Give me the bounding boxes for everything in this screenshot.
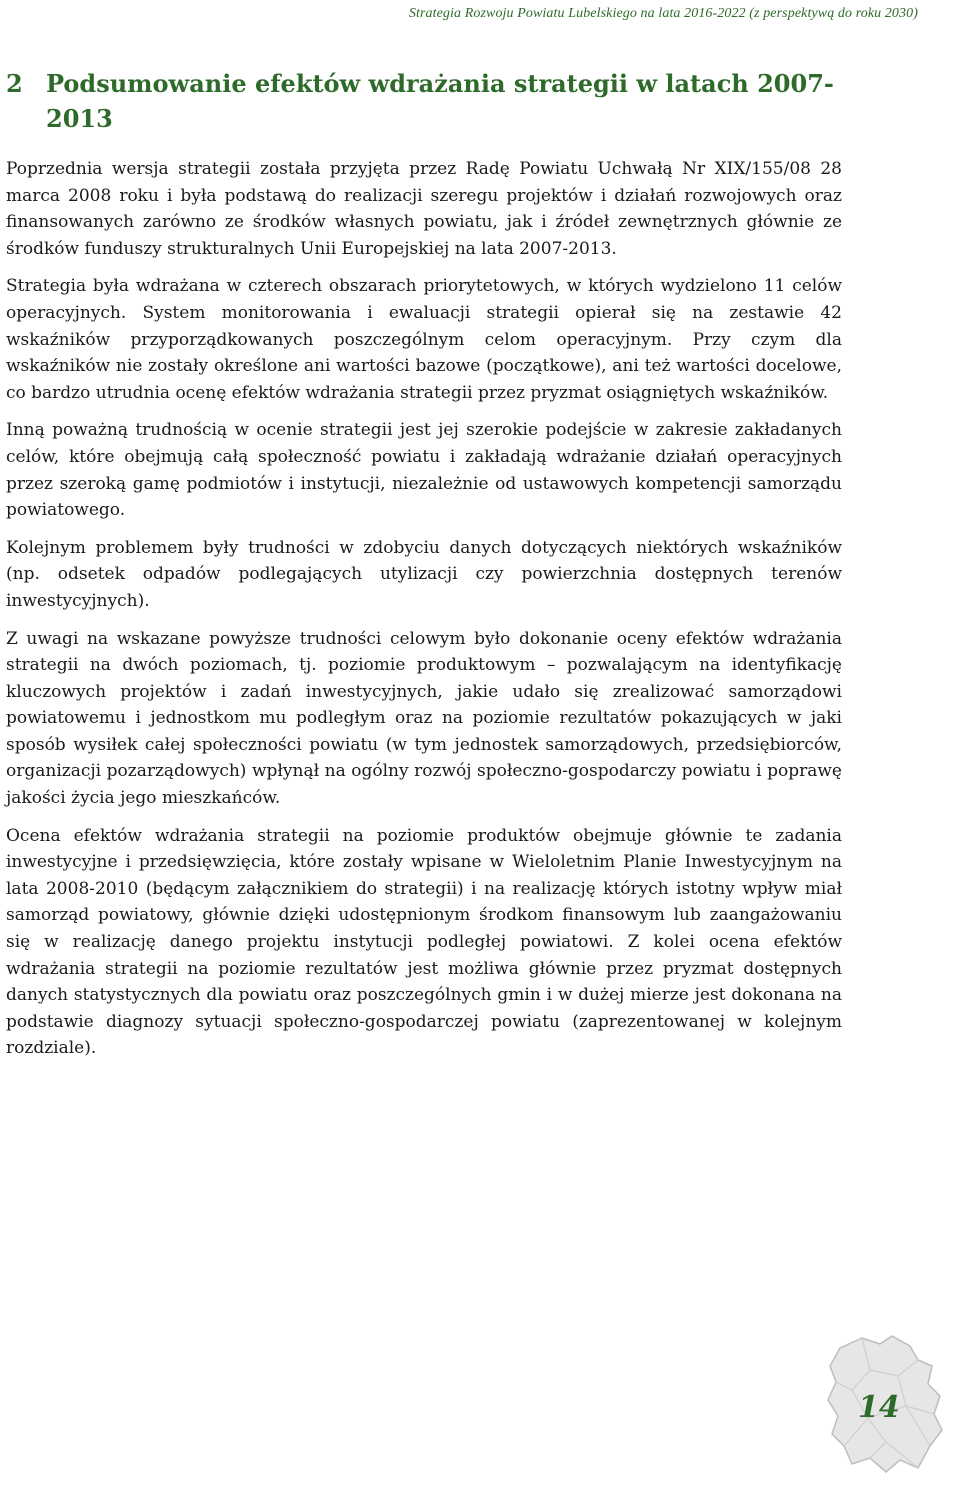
paragraph-6: Ocena efektów wdrażania strategii na poziomie produktów obejmuje głównie te zadania inwestycyjne i przedsięwzięcia, które zostały wpisane w Wieloletnim Planie Inwestycyjnym na lata 2008-2010 (będącym załącznikiem do strategii) i na realizację których istotny wpływ miał samorząd powiatowy, głównie dzięki udostępnionym środkom finansowym lub zaangażowaniu się w realizację danego projektu instytucji podległej powiatowi. Z kolei ocena efektów wdrażania strategii na poziomie rezultatów jest możliwa głównie przez pryzmat dostępnych danych statystycznych dla powiatu oraz poszczególnych gmin i w dużej mierze jest dokonana na podstawie diagnozy sytuacji społeczno-gospodarczej powiatu (zaprezentowanej w kolejnym rozdziale). — [6, 825, 842, 1059]
paragraph-3: Inną poważną trudnością w ocenie strategii jest jej szerokie podejście w zakresie zakładanych celów, które obejmują całą społeczność powiatu i zakładają wdrażanie działań operacyjnych przez szeroką gamę podmiotów i instytucji, niezależnie od ustawowych kompetencji samorządu powiatowego. — [6, 420, 842, 521]
running-header: Strategia Rozwoju Powiatu Lubelskiego na lata 2016-2022 (z perspektywą do roku 2030) — [408, 6, 918, 21]
section-heading — [6, 66, 842, 136]
page-content — [6, 66, 842, 1073]
page-badge — [822, 1330, 952, 1480]
paragraph-4: Kolejnym problemem były trudności w zdobyciu danych dotyczących niektórych wskaźników (np. odsetek odpadów podlegających utylizacji czy powierzchnia dostępnych terenów inwestycyjnych). — [6, 537, 842, 611]
paragraph-2: Strategia była wdrażana w czterech obszarach priorytetowych, w których wydzielono 11 celów operacyjnych. System monitorowania i ewaluacji strategii opierał się na zestawie 42 wskaźników przyporządkowanych poszczególnym celom operacyjnym. Przy czym dla wskaźników nie zostały określone ani wartości bazowe (początkowe), ani też wartości docelowe, co bardzo utrudnia ocenę efektów wdrażania strategii przez pryzmat osiągniętych wskaźników. — [6, 276, 842, 403]
section-title: Podsumowanie efektów wdrażania strategii w latach 2007-2013 — [46, 69, 834, 133]
paragraph-5: Z uwagi na wskazane powyższe trudności celowym było dokonanie oceny efektów wdrażania strategii na dwóch poziomach, tj. poziomie produktowym – pozwalającym na identyfikację kluczowych projektów i zadań inwestycyjnych, jakie udało się zrealizować samorządowi powiatowemu i jednostkom mu podległym oraz na poziomie rezultatów pokazujących w jaki sposób wysiłek całej społeczności powiatu (w tym jednostek samorządowych, przedsiębiorców, organizacji pozarządowych) wpłynął na ogólny rozwój społeczno-gospodarczy powiatu i poprawę jakości życia jego mieszkańców. — [6, 628, 842, 809]
section-number: 2 — [6, 69, 23, 98]
page-number: 14 — [858, 1390, 900, 1425]
paragraph-1: Poprzednia wersja strategii została przyjęta przez Radę Powiatu Uchwałą Nr XIX/155/08 28 marca 2008 roku i była podstawą do realizacji szeregu projektów i działań rozwojowych oraz finansowanych zarówno ze środków własnych powiatu, jak i źródeł zewnętrznych głównie ze środków funduszy strukturalnych Unii Europejskiej na lata 2007-2013. — [6, 159, 842, 259]
